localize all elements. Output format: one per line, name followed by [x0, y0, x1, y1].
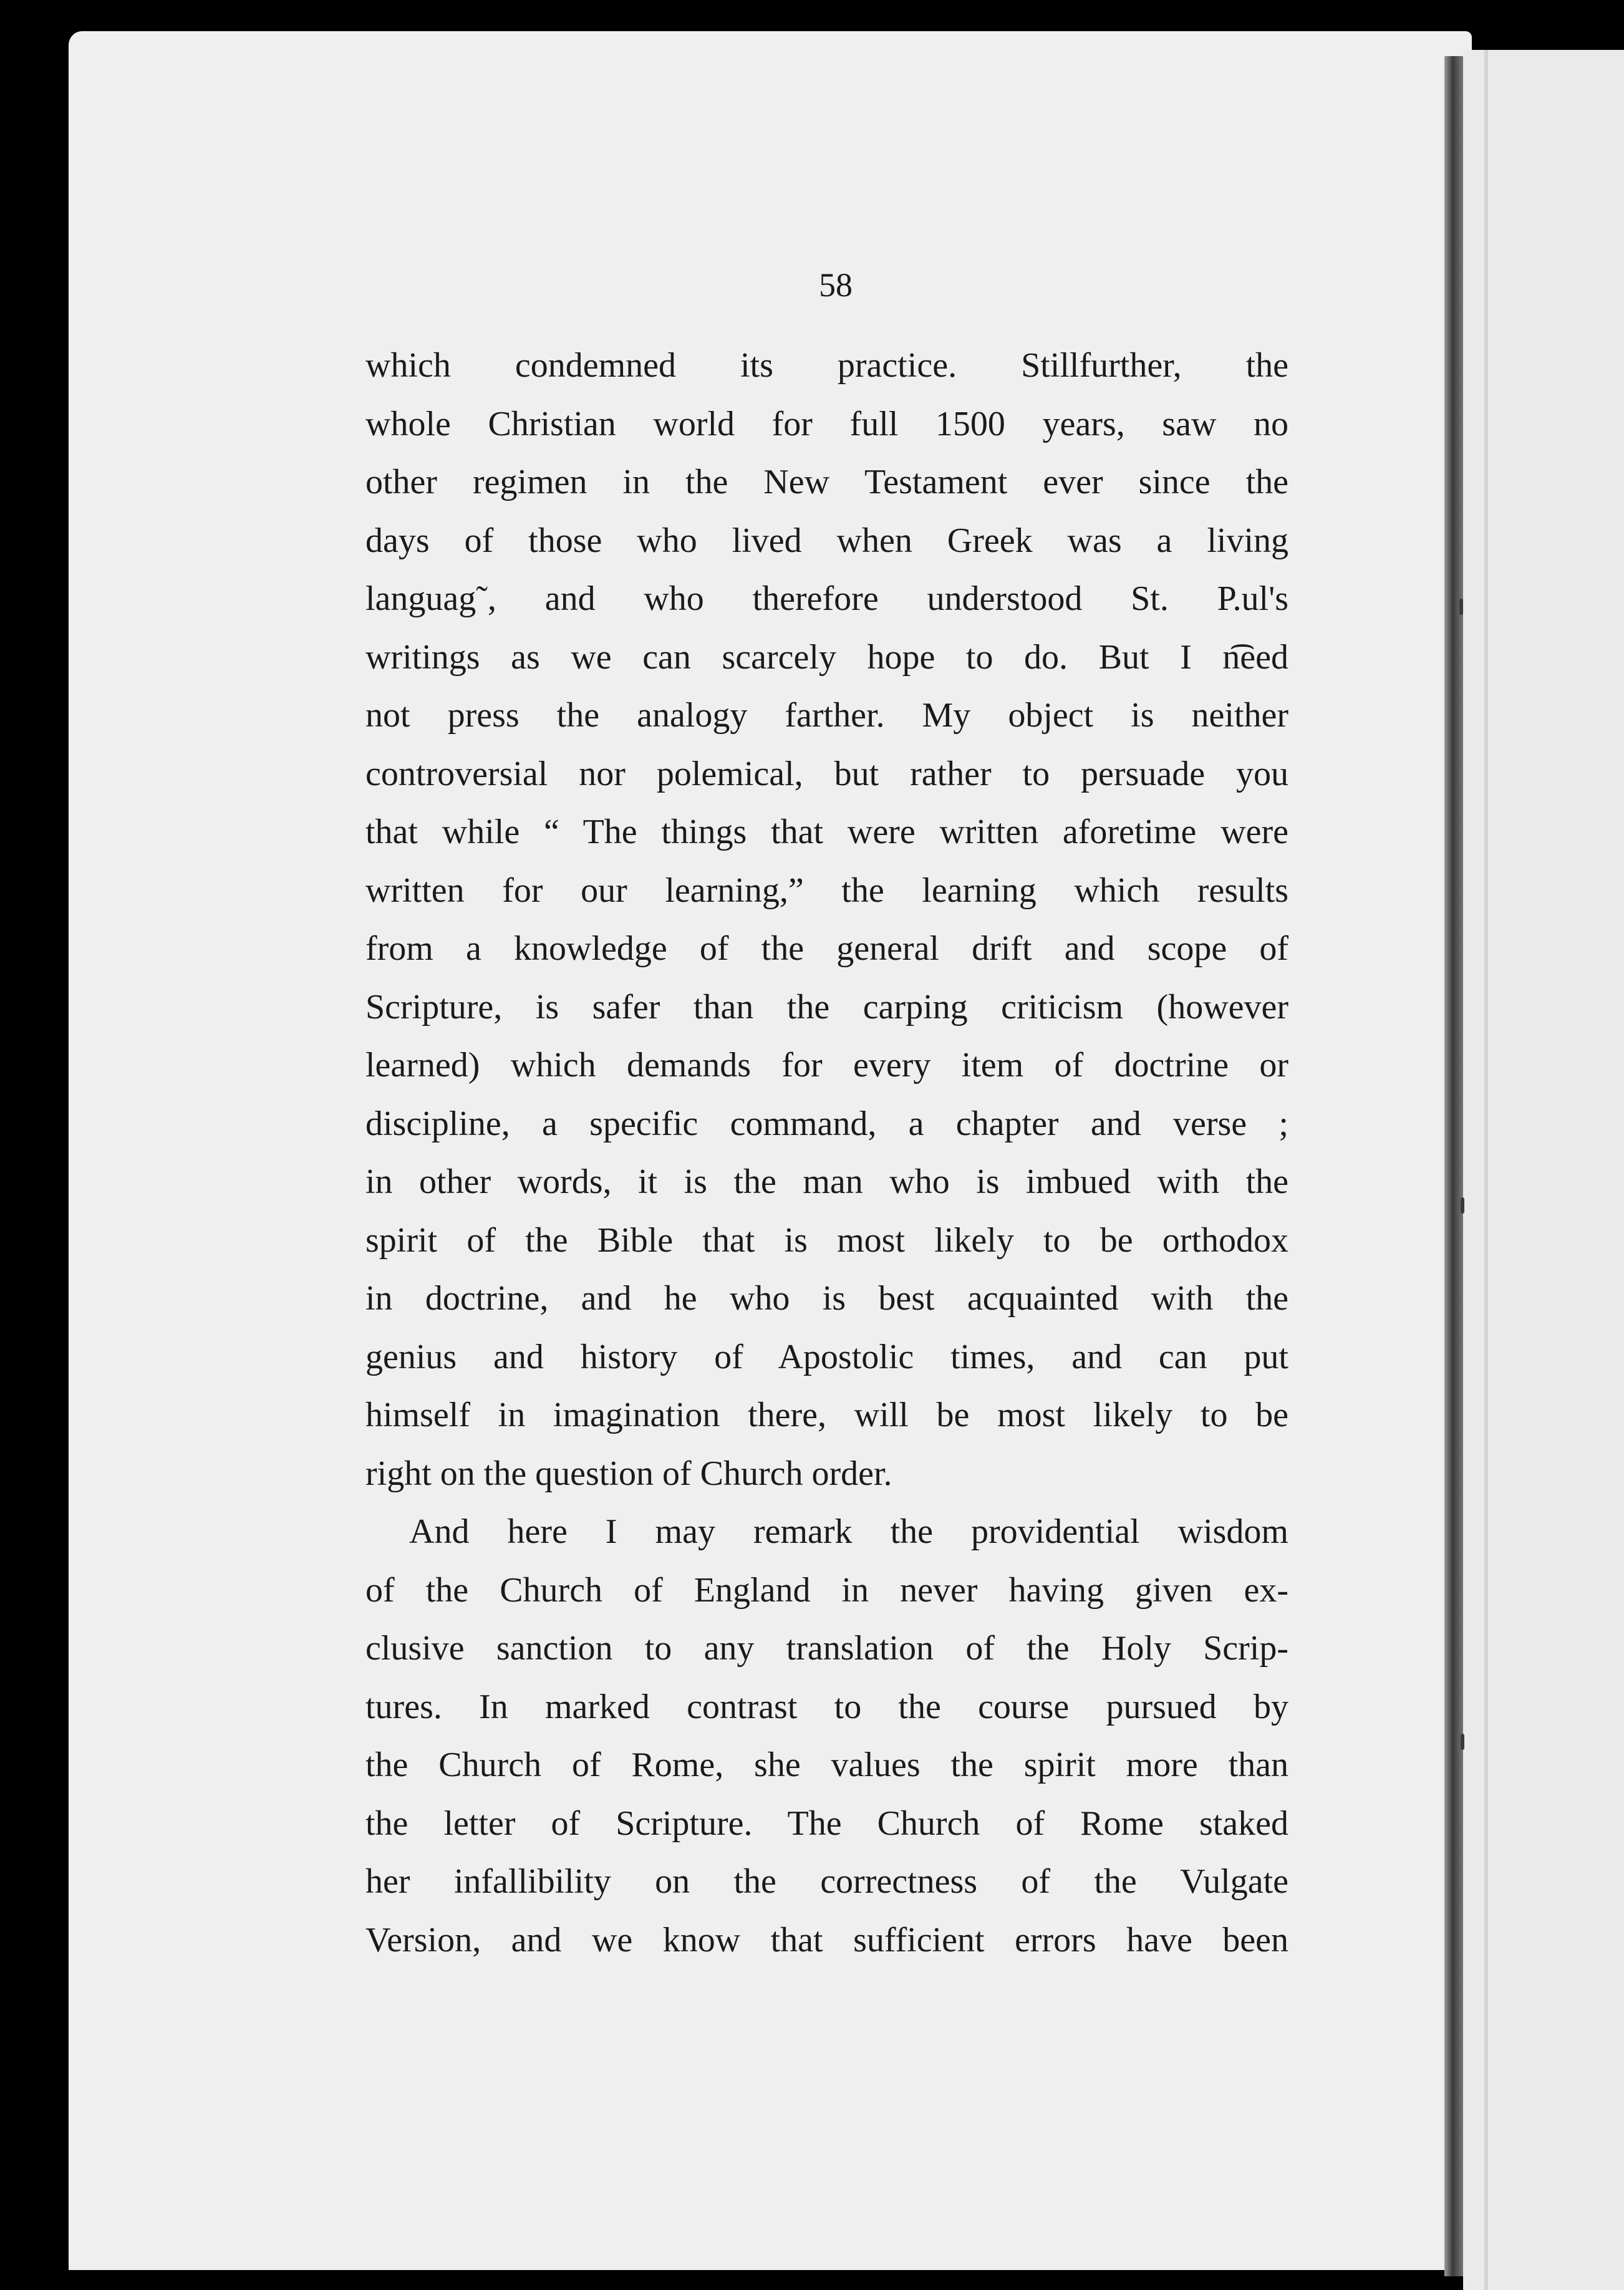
text-line: from a knowledge of the general drift and scope of — [365, 929, 1288, 968]
text-line: whole Christian world for full 1500 years, saw no — [365, 404, 1288, 443]
text-line: tures. In marked contrast to the course pursued by — [365, 1687, 1288, 1726]
text-line: that while “ The things that were written aforetime were — [365, 813, 1288, 851]
text-line: written for our learning,” the learning which results — [365, 871, 1288, 910]
text-line: writings as we can scarcely hope to do. But I n͡eed — [365, 637, 1288, 677]
text-line: of the Church of England in never having given ex- — [365, 1570, 1288, 1610]
text-line: days of those who lived when Greek was a living — [365, 521, 1288, 560]
text-line: controversial nor polemical, but rather to persuade you — [365, 754, 1288, 793]
text-line: which condemned its practice. Stillfurther, the — [365, 346, 1288, 385]
text-line: other regimen in the New Testament ever since the — [365, 463, 1288, 501]
text-line: clusive sanction to any translation of the Holy Scrip- — [365, 1629, 1288, 1668]
text-line: genius and history of Apostolic times, and can put — [365, 1337, 1288, 1376]
text-line: the Church of Rome, she values the spirit more than — [365, 1746, 1288, 1784]
gutter-mark — [1459, 599, 1463, 615]
page-number: 58 — [819, 266, 853, 304]
text-line: discipline, a specific command, a chapter and verse ; — [365, 1104, 1288, 1143]
text-line: learned) which demands for every item of doctrine or — [365, 1046, 1288, 1085]
text-line: her infallibility on the correctness of the Vulgate — [365, 1862, 1288, 1901]
text-line: in doctrine, and he who is best acquainted with the — [365, 1279, 1288, 1318]
body-text — [365, 337, 1288, 1969]
text-line: languag˜, and who therefore understood St. P.ul's — [365, 579, 1288, 618]
text-line: the letter of Scripture. The Church of Rome staked — [365, 1804, 1288, 1843]
book-gutter — [1444, 56, 1463, 2276]
text-line: Scripture, is safer than the carping criticism (however — [365, 987, 1288, 1027]
text-line: And here I may remark the providential wisdom — [409, 1512, 1288, 1551]
text-line: himself in imagination there, will be most likely to be — [365, 1396, 1288, 1434]
text-line: not press the analogy farther. My object is neither — [365, 696, 1288, 735]
gutter-mark — [1461, 1734, 1464, 1750]
text-line: spirit of the Bible that is most likely to be orthodox — [365, 1220, 1288, 1260]
facing-page-border — [1484, 50, 1488, 2290]
text-line: Version, and we know that sufficient errors have been — [365, 1920, 1288, 1959]
text-line: in other words, it is the man who is imbued with the — [365, 1162, 1288, 1201]
text-line: right on the question of Church order. — [365, 1454, 892, 1493]
gutter-mark — [1461, 1197, 1464, 1214]
